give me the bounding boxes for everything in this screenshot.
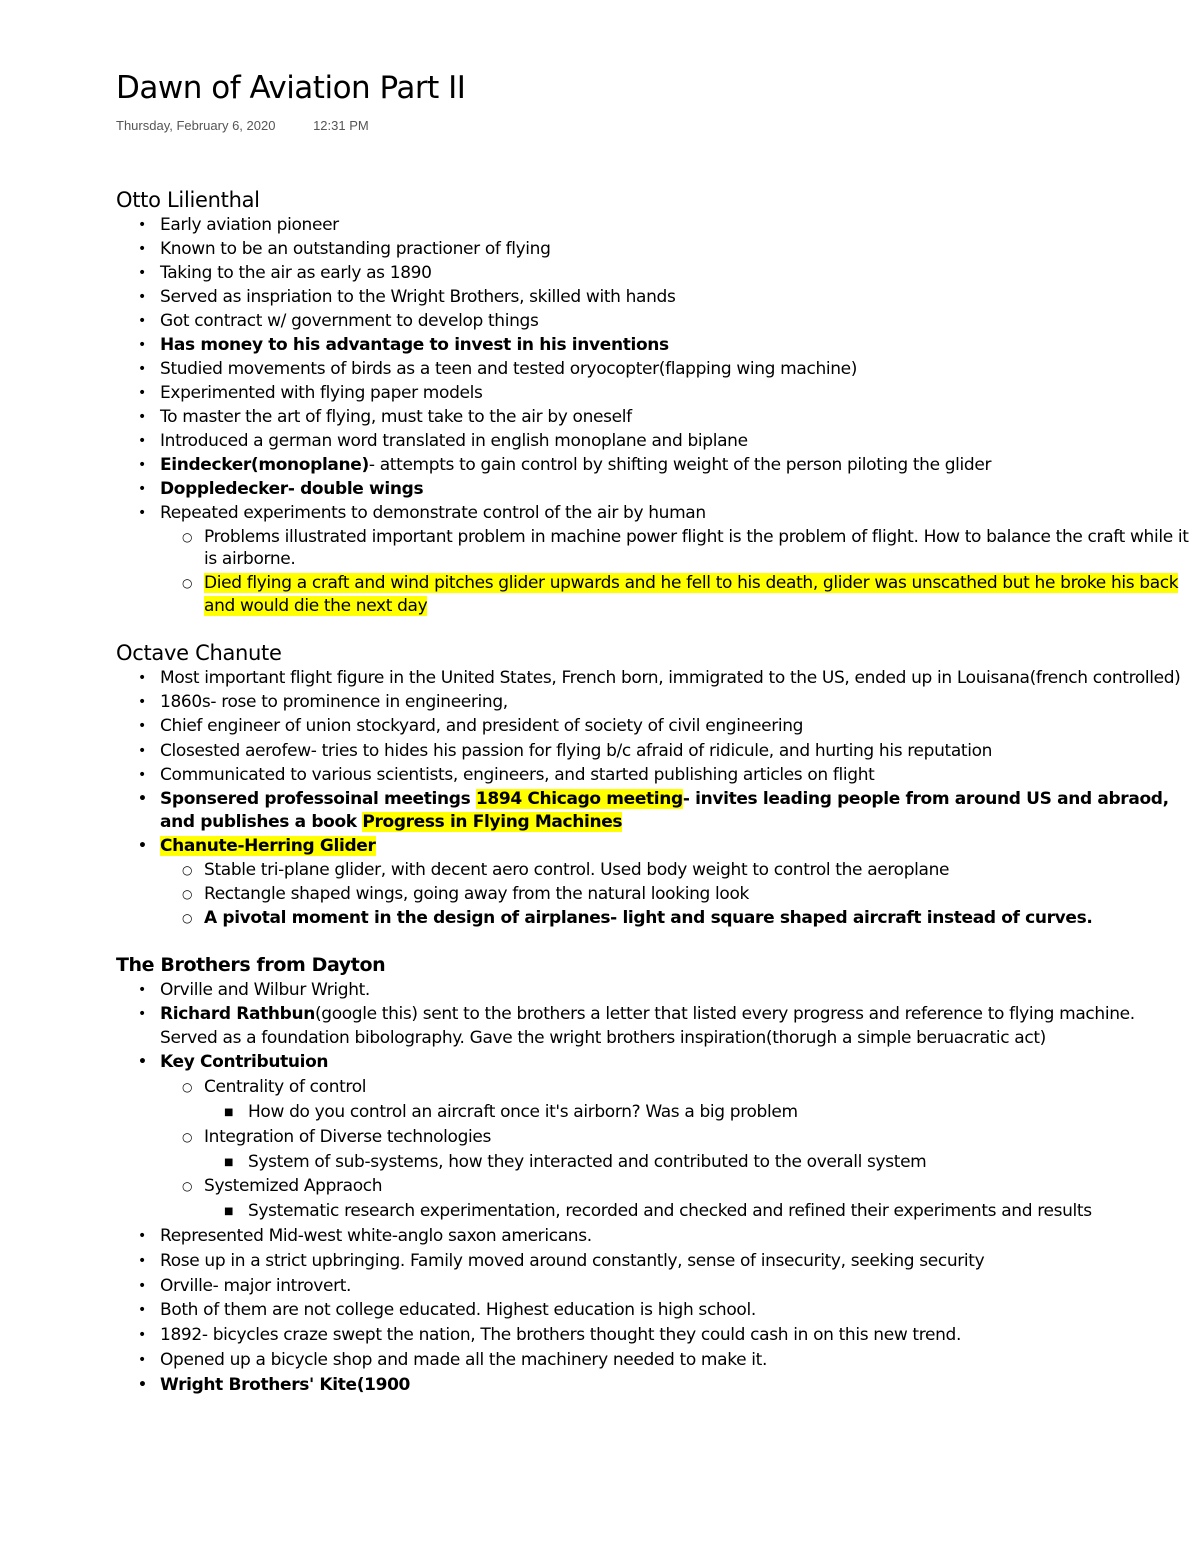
list-item: ○ Problems illustrated important problem in machine power flight is the problem of flight. How to balance the craft while it is airborne. <box>182 526 1189 570</box>
bullet-icon: • <box>138 669 146 686</box>
bullet-icon: • <box>138 240 146 257</box>
page-time: 12:31 PM <box>313 118 369 133</box>
list-item: • Early aviation pioneer <box>138 215 339 235</box>
bullet-list <box>116 979 1191 1397</box>
section-heading: The Brothers from Dayton <box>116 953 386 976</box>
bullet-circle-icon: ○ <box>182 529 193 544</box>
page-date: Thursday, February 6, 2020 <box>116 118 276 133</box>
bullet-icon: • <box>138 1006 146 1023</box>
bullet-icon: • <box>138 264 146 281</box>
bullet-icon: • <box>138 432 146 449</box>
highlighted-text: Chanute-Herring Glider <box>160 835 376 856</box>
bullet-list <box>116 667 1191 930</box>
list-item: ■ System of sub-systems, how they interacted and contributed to the overall system <box>116 1151 1191 1174</box>
bullet-icon: • <box>138 408 146 425</box>
list-item: • Studied movements of birds as a teen and tested oryocopter(flapping wing machine) <box>138 358 858 379</box>
section-octave-chanute <box>116 639 1191 930</box>
list-item: • Introduced a german word translated in english monoplane and biplane <box>138 430 748 451</box>
bullet-square-icon: ■ <box>224 1206 234 1218</box>
highlighted-text: 1894 Chicago meeting <box>475 788 683 809</box>
list-item: • Most important flight figure in the United States, French born, immigrated to the US, ended up in Louisana(french controlled) <box>138 667 1181 688</box>
list-item: ■ Systematic research experimentation, recorded and checked and refined their experiments and results <box>116 1200 1191 1223</box>
bullet-icon: • <box>138 718 146 735</box>
note-content <box>116 186 1191 1399</box>
bullet-circle-icon: ○ <box>182 911 193 926</box>
bullet-icon: • <box>138 456 146 473</box>
list-item: • 1892- bicycles craze swept the nation, The brothers thought they could cash in on this new trend. <box>116 1324 1191 1347</box>
bullet-icon: • <box>138 1376 147 1393</box>
bullet-circle-icon: ○ <box>182 1080 193 1095</box>
list-item: • Sponsered professoinal meetings 1894 Chicago meeting- invites leading people from around US and abraod, and publishes a book Progress in Flying Machines <box>138 788 1169 832</box>
highlighted-text: Progress in Flying Machines <box>362 811 623 832</box>
bullet-icon: • <box>138 384 146 401</box>
list-item: • Served as inspriation to the Wright Brothers, skilled with hands <box>138 286 676 307</box>
list-item: • To master the art of flying, must take to the air by oneself <box>138 406 632 427</box>
bullet-icon: • <box>138 981 146 998</box>
list-item: • Represented Mid-west white-anglo saxon americans. <box>116 1225 1191 1248</box>
bullet-icon: • <box>138 742 146 759</box>
list-item: • Got contract w/ government to develop things <box>138 310 539 331</box>
list-item: • Orville- major introvert. <box>116 1275 1191 1298</box>
section-heading: Otto Lilienthal <box>116 188 260 212</box>
bullet-icon: • <box>138 504 146 521</box>
list-item: • Doppledecker- double wings <box>138 478 424 499</box>
list-item: • Both of them are not college educated. Highest education is high school. <box>116 1299 1191 1322</box>
list-item: • Eindecker(monoplane)- attempts to gain control by shifting weight of the person piloting the glider <box>138 454 992 475</box>
list-item: • Repeated experiments to demonstrate control of the air by human <box>138 502 706 523</box>
bullet-icon: • <box>138 360 146 377</box>
section-brothers-from-dayton <box>116 951 1191 1397</box>
page-timestamp <box>116 118 369 133</box>
list-item: • 1860s- rose to prominence in engineering, <box>138 692 508 713</box>
list-item: ○ A pivotal moment in the design of airplanes- light and square shaped aircraft instead of curves. <box>182 908 1093 929</box>
list-item: • Rose up in a strict upbringing. Family moved around constantly, sense of insecurity, seeking security <box>116 1250 1191 1273</box>
list-item <box>116 835 1191 858</box>
bullet-square-icon: ■ <box>224 1107 234 1119</box>
bullet-icon: • <box>138 312 146 329</box>
bullet-circle-icon: ○ <box>182 1179 193 1194</box>
list-item: • Taking to the air as early as 1890 <box>138 262 432 283</box>
bullet-list <box>116 214 1191 618</box>
bullet-icon: • <box>138 1054 147 1071</box>
list-item: ○ Centrality of control <box>116 1076 1191 1099</box>
list-item: ○ Stable tri-plane glider, with decent aero control. Used body weight to control the aeroplane <box>182 860 950 881</box>
bullet-circle-icon: ○ <box>182 1129 193 1144</box>
list-item: • Known to be an outstanding practioner of flying <box>138 238 551 259</box>
bullet-icon: • <box>138 1228 146 1244</box>
bullet-icon: • <box>138 837 147 854</box>
bullet-circle-icon: ○ <box>182 576 193 591</box>
page-title: Dawn of Aviation Part II <box>116 70 466 106</box>
bullet-icon: • <box>138 336 146 353</box>
section-heading: Octave Chanute <box>116 640 282 665</box>
bullet-icon: • <box>138 1252 146 1269</box>
list-item: ○ Systemized Appraoch <box>116 1175 1191 1198</box>
highlighted-text: Died flying a craft and wind pitches glider upwards and he fell to his death, glider was unscathed but he broke his back and would die the next day <box>204 573 1179 616</box>
bullet-icon: • <box>138 480 146 497</box>
bullet-icon: • <box>138 1277 146 1294</box>
bullet-icon: • <box>138 694 146 711</box>
bullet-icon: • <box>138 766 146 783</box>
bullet-icon: • <box>138 1302 146 1319</box>
list-item: • Key Contributuion <box>116 1051 1191 1074</box>
bullet-circle-icon: ○ <box>182 887 193 902</box>
list-item: • Has money to his advantage to invest in his inventions <box>138 334 669 355</box>
list-item: • Richard Rathbun(google this) sent to the brothers a letter that listed every progress and reference to flying machine. Served as a foundation bibolography. Gave the wright brothers inspiration(thorugh a simple beruacratic act) <box>138 1004 1135 1048</box>
list-item: • Communicated to various scientists, engineers, and started publishing articles on flight <box>138 764 875 785</box>
list-item: ■ How do you control an aircraft once it's airborn? Was a big problem <box>116 1101 1191 1124</box>
bullet-icon: • <box>138 217 146 233</box>
section-otto-lilienthal <box>116 186 1191 618</box>
list-item: • Wright Brothers' Kite(1900 <box>116 1374 1191 1397</box>
list-item: • Chief engineer of union stockyard, and president of society of civil engineering <box>138 716 804 737</box>
bullet-icon: • <box>138 790 147 807</box>
list-item: • Closested aerofew- tries to hides his passion for flying b/c afraid of ridicule, and hurting his reputation <box>138 740 993 761</box>
list-item: • Opened up a bicycle shop and made all the machinery needed to make it. <box>116 1349 1191 1372</box>
bullet-icon: • <box>138 1327 146 1344</box>
list-item: ○ Rectangle shaped wings, going away from the natural looking look <box>182 884 749 905</box>
list-item <box>116 572 1191 617</box>
bullet-icon: • <box>138 1351 146 1368</box>
bullet-square-icon: ■ <box>224 1156 234 1168</box>
bullet-icon: • <box>138 288 146 305</box>
list-item: • Experimented with flying paper models <box>138 382 483 403</box>
list-item: • Orville and Wilbur Wright. <box>116 979 1191 1002</box>
bullet-circle-icon: ○ <box>182 863 193 878</box>
list-item: ○ Integration of Diverse technologies <box>116 1126 1191 1149</box>
